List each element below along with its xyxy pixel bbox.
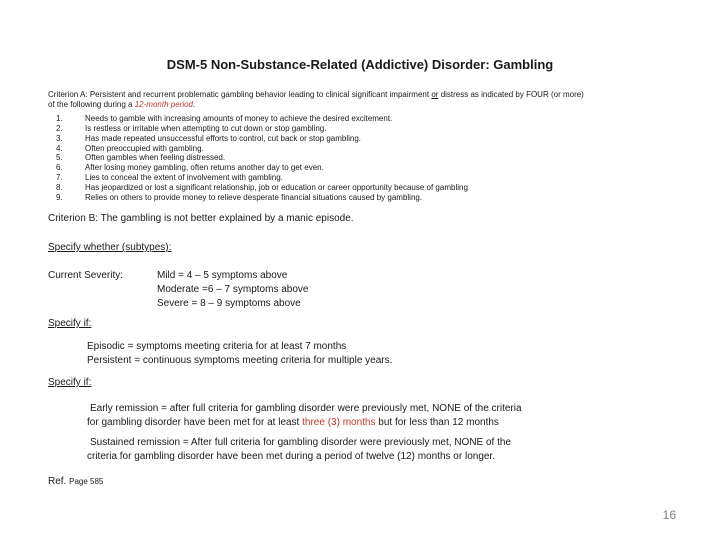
criterion-a-text-2: distress as indicated by FOUR (or more) [440,90,584,99]
specify-if-heading: Specify if: [48,318,92,329]
list-item-number: 1. [56,114,63,123]
criterion-a-line-2 [48,100,584,110]
page-number: 16 [662,508,676,522]
list-item-number: 4. [56,143,63,153]
early-remission-text: for gambling disorder have been met for at least [87,417,300,428]
early-remission-duration: three (3) months [302,417,376,428]
list-item-number: 9. [56,192,63,202]
list-item [56,144,468,154]
reference-page: Page 585 [69,477,104,486]
list-item [56,193,468,203]
list-item-text: Needs to gamble with increasing amounts of money to achieve the desired excitement. [85,114,393,123]
early-remission-text-end: but for less than 12 months [378,417,499,428]
list-item-number: 2. [56,123,63,133]
list-item [56,183,468,193]
severity-severe: Severe = 8 – 9 symptoms above [157,298,301,309]
list-item-number: 8. [56,182,63,192]
criterion-a-period: 12-month period [134,100,193,109]
criterion-b: Criterion B: The gambling is not better explained by a manic episode. [48,213,354,224]
sustained-remission-line-2: criteria for gambling disorder have been met during a period of twelve (12) months or longer. [87,451,495,462]
criterion-a-line-1 [48,90,584,100]
criterion-a-text: Persistent and recurrent problematic gambling behavior leading to clinical significant impairment [89,90,430,99]
criterion-a-label: Criterion A: [48,90,88,99]
criterion-a-text-3: of the following during a [48,100,133,109]
specify-whether-heading: Specify whether (subtypes): [48,242,172,253]
list-item-text: Is restless or irritable when attempting to cut down or stop gambling. [85,123,327,133]
list-item [56,124,468,134]
list-item [56,173,468,183]
severity-label: Current Severity: [48,270,124,281]
list-item-number: 5. [56,153,63,163]
list-item [56,114,468,124]
list-item-text: Lies to conceal the extent of involvement with gambling. [85,173,283,183]
specify-if-heading: Specify if: [48,377,92,388]
early-remission-line-2 [87,416,522,430]
list-item-number: 6. [56,163,63,173]
list-item [56,134,468,144]
sustained-remission-line-1: Sustained remission = After full criteria for gambling disorder were previously met, NONE of the [90,437,512,448]
reference [48,476,103,487]
list-item-text: Relies on others to provide money to relieve desperate financial situations caused by gambling. [85,192,423,202]
criterion-a-end: . [193,100,196,109]
persistent-text: Persistent = continuous symptoms meeting criteria for multiple years. [87,355,393,366]
reference-label: Ref. [48,476,67,487]
early-remission [87,402,522,430]
severity-levels [157,269,308,311]
sustained-remission [87,436,511,464]
severity-moderate: Moderate =6 – 7 symptoms above [157,284,309,295]
page-title: DSM-5 Non-Substance-Related (Addictive) Disorder: Gambling [166,57,554,72]
list-item-number: 3. [56,133,63,143]
criteria-list [56,114,468,203]
list-item-text: After losing money gambling, often returns another day to get even. [85,163,324,173]
list-item-text: Has made repeated unsuccessful efforts to control, cut back or stop gambling. [85,133,361,143]
list-item-text: Often preoccupied with gambling. [85,143,204,153]
list-item-number: 7. [56,173,63,183]
list-item-text: Often gambles when feeling distressed. [85,153,226,163]
list-item [56,163,468,173]
early-remission-line-1: Early remission = after full criteria for gambling disorder were previously met, NONE of the criteria [90,403,522,414]
criterion-a-or: or [431,90,439,99]
episodic-text: Episodic = symptoms meeting criteria for at least 7 months [87,341,347,352]
criterion-a [48,90,584,110]
severity-mild: Mild = 4 – 5 symptoms above [157,270,288,281]
list-item [56,153,468,163]
list-item-text: Has jeopardized or lost a significant relationship, job or education or career opportunity because of gambling [85,182,468,192]
course-specifiers [87,340,392,368]
